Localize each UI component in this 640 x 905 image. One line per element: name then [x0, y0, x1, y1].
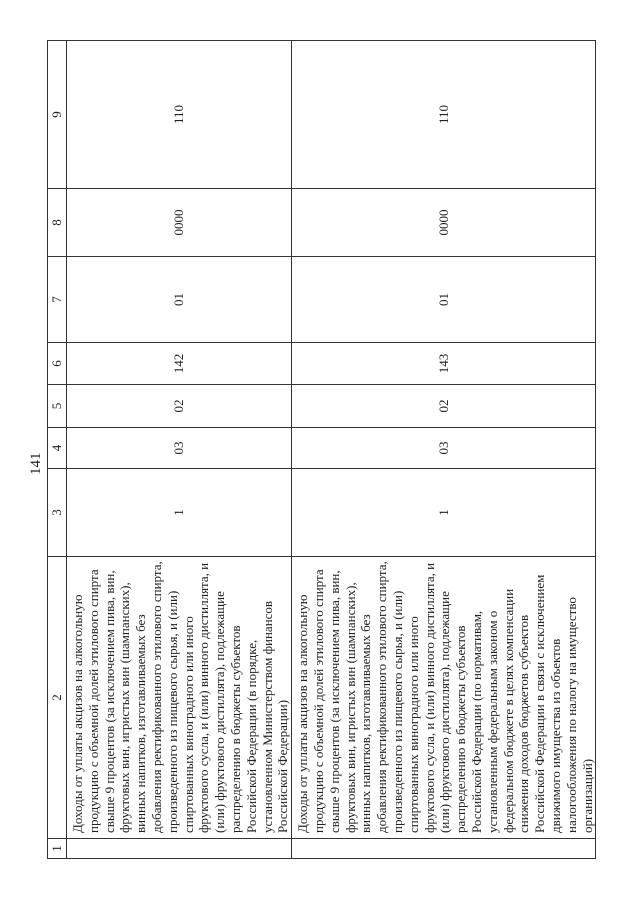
cell-col6: 142 — [67, 343, 292, 385]
col-header-8: 8 — [48, 189, 67, 257]
col-header-3: 3 — [48, 469, 67, 557]
table-row — [292, 41, 596, 859]
col-header-4: 4 — [48, 428, 67, 469]
header-row — [48, 41, 67, 859]
cell-col3: 1 — [67, 469, 292, 557]
cell-description: Доходы от уплаты акцизов на алкогольную продукцию с объемной долей этилового спирта свыше 9 процентов (за исключением пива, вин, фруктовых вин, игристых вин (шампанских), винных напитков, изготавливаемых без добавления ректификованного этилового спирта, произведенного из пищевого сырья, и (или) спиртованных виноградного или иного фруктового сусла, и (или) винного дистиллята, и (или) фруктового дистиллята), подлежащие распределению в бюджеты субъектов Российской Федерации (по нормативам, установленным федеральным законом о федеральном бюджете в целях компенсации снижения доходов бюджетов субъектов Российской Федерации в связи с исключением движимого имущества из объектов налогообложения по налогу на имущество организаций) — [292, 557, 596, 839]
cell-col5: 02 — [292, 385, 596, 428]
cell-col7: 01 — [292, 257, 596, 343]
cell-col1 — [67, 839, 292, 859]
cell-col5: 02 — [67, 385, 292, 428]
cell-col9: 110 — [67, 41, 292, 189]
budget-codes-table — [47, 40, 596, 859]
col-header-7: 7 — [48, 257, 67, 343]
cell-col3: 1 — [292, 469, 596, 557]
cell-col8: 0000 — [292, 189, 596, 257]
cell-description: Доходы от уплаты акцизов на алкогольную продукцию с объемной долей этилового спирта свыше 9 процентов (за исключением пива, вин, фруктовых вин, игристых вин (шампанских), винных напитков, изготавливаемых без добавления ректификованного этилового спирта, произведенного из пищевого сырья, и (или) спиртованных виноградного или иного фруктового сусла, и (или) винного дистиллята, и (или) фруктового дистиллята), подлежащие распределению в бюджеты субъектов Российской Федерации (в порядке, установленном Министерством финансов Российской Федерации) — [67, 557, 292, 839]
page-number: 141 — [28, 452, 44, 475]
cell-col9: 110 — [292, 41, 596, 189]
col-header-9: 9 — [48, 41, 67, 189]
col-header-1: 1 — [48, 839, 67, 859]
table-row — [67, 41, 292, 859]
col-header-6: 6 — [48, 343, 67, 385]
cell-col1 — [292, 839, 596, 859]
cell-col6: 143 — [292, 343, 596, 385]
cell-col7: 01 — [67, 257, 292, 343]
cell-col4: 03 — [292, 428, 596, 469]
cell-col4: 03 — [67, 428, 292, 469]
col-header-2: 2 — [48, 557, 67, 839]
col-header-5: 5 — [48, 385, 67, 428]
cell-col8: 0000 — [67, 189, 292, 257]
